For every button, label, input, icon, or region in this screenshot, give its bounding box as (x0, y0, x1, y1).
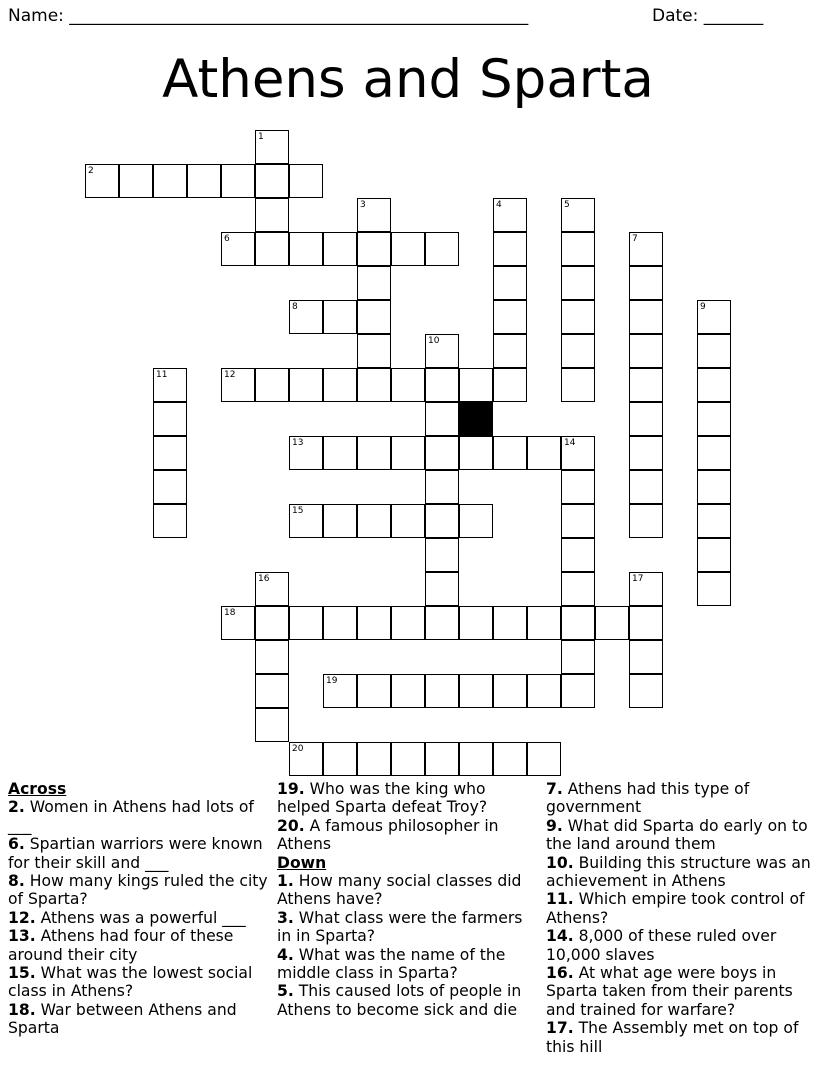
crossword-cell[interactable] (85, 164, 119, 198)
crossword-cell[interactable] (629, 402, 663, 436)
crossword-black-cell (459, 402, 493, 436)
clue-text: What did Sparta do early on to the land around them (546, 816, 808, 854)
clue-number: 1 (258, 132, 264, 142)
crossword-cell[interactable] (357, 436, 391, 470)
clue-number-label: 9. (546, 816, 563, 835)
clue-number: 16 (258, 574, 270, 584)
crossword-cell[interactable] (357, 368, 391, 402)
crossword-cell[interactable] (697, 436, 731, 470)
crossword-cell[interactable] (255, 198, 289, 232)
down-clue (277, 946, 539, 983)
crossword-cell[interactable] (119, 164, 153, 198)
clue-number: 14 (564, 438, 576, 448)
crossword-cell[interactable] (425, 606, 459, 640)
page-title: Athens and Sparta (162, 49, 654, 110)
crossword-cell[interactable] (561, 368, 595, 402)
down-heading: Down (277, 853, 327, 872)
crossword-cell[interactable] (595, 606, 629, 640)
clue-number-label: 15. (8, 964, 36, 983)
crossword-cell[interactable] (153, 470, 187, 504)
crossword-cell[interactable] (459, 368, 493, 402)
down-clue (546, 927, 811, 964)
crossword-cell[interactable] (493, 300, 527, 334)
crossword-cell[interactable] (357, 334, 391, 368)
crossword-cell[interactable] (323, 674, 357, 708)
crossword-cell[interactable] (425, 674, 459, 708)
clue-number: 5 (564, 200, 570, 210)
crossword-cell[interactable] (255, 164, 289, 198)
crossword-cell[interactable] (221, 232, 255, 266)
crossword-cell[interactable] (425, 538, 459, 572)
clue-number: 11 (156, 370, 168, 380)
crossword-cell[interactable] (221, 368, 255, 402)
crossword-cell[interactable] (153, 504, 187, 538)
crossword-cell[interactable] (459, 742, 493, 776)
across-clue (277, 817, 539, 854)
crossword-cell[interactable] (561, 266, 595, 300)
clue-number-label: 18. (8, 1000, 36, 1019)
crossword-cell[interactable] (391, 742, 425, 776)
crossword-cell[interactable] (425, 504, 459, 538)
crossword-cell[interactable] (153, 164, 187, 198)
clue-text: At what age were boys in Sparta taken from their parents and trained for warfare? (546, 964, 793, 1019)
down-clue-list-a (277, 872, 539, 1019)
clue-number-label: 20. (277, 816, 305, 835)
crossword-cell[interactable] (323, 606, 357, 640)
clue-number: 12 (224, 370, 236, 380)
clue-number-label: 4. (277, 945, 294, 964)
crossword-cell[interactable] (629, 606, 663, 640)
crossword-cell[interactable] (459, 606, 493, 640)
crossword-cell[interactable] (697, 334, 731, 368)
clue-text: How many social classes did Athens have? (277, 872, 522, 909)
clue-text: The Assembly met on top of this hill (546, 1019, 799, 1056)
crossword-cell[interactable] (697, 470, 731, 504)
across-clue-list-b (277, 780, 539, 854)
crossword-cell[interactable] (459, 674, 493, 708)
crossword-cell[interactable] (697, 300, 731, 334)
crossword-cell[interactable] (629, 368, 663, 402)
crossword-cell[interactable] (357, 742, 391, 776)
clue-number-label: 19. (277, 780, 305, 798)
clue-number: 10 (428, 336, 440, 346)
across-clue (8, 927, 270, 964)
crossword-cell[interactable] (425, 368, 459, 402)
clue-number: 8 (292, 302, 298, 312)
crossword-cell[interactable] (255, 572, 289, 606)
crossword-cell[interactable] (357, 606, 391, 640)
crossword-cell[interactable] (289, 436, 323, 470)
crossword-cell[interactable] (561, 538, 595, 572)
clue-number: 19 (326, 676, 338, 686)
clues-column-2 (277, 780, 539, 1019)
crossword-cell[interactable] (493, 198, 527, 232)
crossword-cell[interactable] (323, 436, 357, 470)
clue-text: What was the lowest social class in Athens? (8, 964, 253, 1001)
crossword-cell[interactable] (561, 674, 595, 708)
crossword-cell[interactable] (357, 300, 391, 334)
clue-number: 6 (224, 234, 230, 244)
clue-text: How many kings ruled the city of Sparta? (8, 872, 268, 909)
crossword-cell[interactable] (255, 368, 289, 402)
clue-text: Who was the king who helped Sparta defeat Troy? (277, 780, 488, 817)
crossword-cell[interactable] (493, 674, 527, 708)
clue-text: Spartian warriors were known for their skill and ___ (8, 835, 263, 872)
crossword-cell[interactable] (493, 436, 527, 470)
name-field-label: Name: ______________________________________________________ (8, 6, 529, 26)
down-clue (277, 909, 539, 946)
clue-text: What was the name of the middle class in Sparta? (277, 945, 506, 983)
clue-number-label: 12. (8, 908, 36, 927)
crossword-cell[interactable] (425, 436, 459, 470)
crossword-cell[interactable] (561, 504, 595, 538)
clue-number: 7 (632, 234, 638, 244)
crossword-cell[interactable] (527, 606, 561, 640)
down-clue (546, 817, 811, 854)
crossword-cell[interactable] (629, 232, 663, 266)
down-clue (546, 854, 811, 891)
down-clue (546, 780, 811, 817)
crossword-cell[interactable] (629, 674, 663, 708)
crossword-cell[interactable] (289, 300, 323, 334)
clue-number: 18 (224, 608, 236, 618)
crossword-cell[interactable] (153, 368, 187, 402)
crossword-cell[interactable] (561, 232, 595, 266)
clue-number-label: 14. (546, 927, 574, 946)
crossword-cell[interactable] (357, 232, 391, 266)
crossword-cell[interactable] (357, 198, 391, 232)
clue-number-label: 3. (277, 908, 294, 927)
crossword-cell[interactable] (561, 640, 595, 674)
clue-number-label: 2. (8, 798, 25, 817)
crossword-cell[interactable] (697, 572, 731, 606)
crossword-cell[interactable] (527, 436, 561, 470)
crossword-cell[interactable] (697, 368, 731, 402)
crossword-cell[interactable] (493, 368, 527, 402)
crossword-cell[interactable] (255, 232, 289, 266)
crossword-cell[interactable] (391, 232, 425, 266)
clue-number: 15 (292, 506, 304, 516)
crossword-cell[interactable] (425, 232, 459, 266)
clue-number: 2 (88, 166, 94, 176)
crossword-cell[interactable] (697, 538, 731, 572)
crossword-cell[interactable] (697, 504, 731, 538)
crossword-cell[interactable] (289, 232, 323, 266)
clue-number: 13 (292, 438, 304, 448)
clue-text: Athens was a powerful ___ (35, 908, 246, 927)
crossword-cell[interactable] (391, 368, 425, 402)
crossword-cell[interactable] (221, 164, 255, 198)
down-clue (546, 1019, 811, 1056)
crossword-cell[interactable] (391, 674, 425, 708)
crossword-cell[interactable] (289, 504, 323, 538)
crossword-cell[interactable] (629, 470, 663, 504)
crossword-cell[interactable] (391, 436, 425, 470)
crossword-cell[interactable] (323, 504, 357, 538)
clue-text: War between Athens and Sparta (8, 1000, 237, 1038)
clue-number: 17 (632, 574, 644, 584)
crossword-cell[interactable] (255, 606, 289, 640)
crossword-cell[interactable] (561, 470, 595, 504)
crossword-cell[interactable] (459, 504, 493, 538)
clue-number-label: 10. (546, 853, 574, 872)
crossword-cell[interactable] (255, 130, 289, 164)
crossword-cell[interactable] (289, 742, 323, 776)
crossword-cell[interactable] (527, 742, 561, 776)
date-field-label: Date: _______ (652, 6, 764, 26)
crossword-cell[interactable] (289, 164, 323, 198)
clue-text: Women in Athens had lots of ___ (8, 798, 254, 835)
crossword-cell[interactable] (425, 402, 459, 436)
clue-number-label: 8. (8, 872, 25, 891)
crossword-cell[interactable] (153, 436, 187, 470)
crossword-cell[interactable] (629, 504, 663, 538)
clue-number-label: 16. (546, 964, 574, 983)
crossword-cell[interactable] (561, 300, 595, 334)
crossword-cell[interactable] (255, 640, 289, 674)
crossword-cell[interactable] (221, 606, 255, 640)
crossword-cell[interactable] (289, 606, 323, 640)
crossword-cell[interactable] (255, 674, 289, 708)
across-clue (8, 872, 270, 909)
across-clue (8, 835, 270, 872)
clue-text: Athens had four of these around their city (8, 927, 234, 964)
crossword-cell[interactable] (153, 402, 187, 436)
crossword-cell[interactable] (391, 504, 425, 538)
crossword-cell[interactable] (493, 232, 527, 266)
clue-text: What class were the farmers in in Sparta? (277, 908, 523, 946)
clue-text: Building this structure was an achievement in Athens (546, 853, 811, 891)
clues-column-3 (546, 780, 811, 1056)
crossword-cell[interactable] (391, 606, 425, 640)
clue-text: 8,000 of these ruled over 10,000 slaves (546, 927, 777, 964)
crossword-cell[interactable] (459, 436, 493, 470)
crossword-cell[interactable] (357, 266, 391, 300)
crossword-cell[interactable] (629, 640, 663, 674)
crossword-cell[interactable] (323, 232, 357, 266)
clue-text: Athens had this type of government (546, 780, 750, 817)
crossword-cell[interactable] (493, 334, 527, 368)
across-clue (277, 780, 539, 817)
across-clue (8, 964, 270, 1001)
crossword-cell[interactable] (357, 504, 391, 538)
crossword-cell[interactable] (527, 674, 561, 708)
clue-number-label: 7. (546, 780, 563, 798)
clue-text: This caused lots of people in Athens to become sick and die (277, 982, 522, 1019)
crossword-cell[interactable] (629, 334, 663, 368)
crossword-cell[interactable] (289, 368, 323, 402)
crossword-cell[interactable] (561, 334, 595, 368)
clue-number-label: 5. (277, 982, 294, 1001)
crossword-cell[interactable] (493, 266, 527, 300)
down-clue (277, 982, 539, 1019)
crossword-cell[interactable] (493, 606, 527, 640)
clue-number-label: 11. (546, 890, 574, 909)
clues-column-1 (8, 780, 270, 1038)
crossword-cell[interactable] (425, 334, 459, 368)
clue-number-label: 1. (277, 872, 294, 891)
crossword-cell[interactable] (493, 742, 527, 776)
across-clue (8, 909, 270, 927)
clue-number-label: 13. (8, 927, 36, 946)
across-heading: Across (8, 780, 67, 798)
crossword-cell[interactable] (323, 742, 357, 776)
clue-number: 9 (700, 302, 706, 312)
crossword-cell[interactable] (323, 368, 357, 402)
crossword-cell[interactable] (425, 470, 459, 504)
clue-number: 3 (360, 200, 366, 210)
clue-number-label: 17. (546, 1019, 574, 1038)
down-clue-list-b (546, 780, 811, 1056)
down-clue (277, 872, 539, 909)
across-clue-list-a (8, 798, 270, 1037)
crossword-cell[interactable] (629, 572, 663, 606)
crossword-cell[interactable] (629, 266, 663, 300)
crossword-cell[interactable] (425, 742, 459, 776)
down-clue (546, 964, 811, 1019)
crossword-cell[interactable] (187, 164, 221, 198)
clue-text: A famous philosopher in Athens (277, 816, 499, 854)
across-clue (8, 1001, 270, 1038)
across-clue (8, 798, 270, 835)
crossword-cell[interactable] (629, 436, 663, 470)
crossword-cell[interactable] (357, 674, 391, 708)
clue-number: 4 (496, 200, 502, 210)
crossword-cell[interactable] (561, 436, 595, 470)
down-clue (546, 890, 811, 927)
clue-number: 20 (292, 744, 304, 754)
clue-text: Which empire took control of Athens? (546, 890, 805, 927)
crossword-cell[interactable] (697, 402, 731, 436)
crossword-cell[interactable] (561, 606, 595, 640)
crossword-cell[interactable] (323, 300, 357, 334)
crossword-cell[interactable] (629, 300, 663, 334)
clue-number-label: 6. (8, 835, 25, 854)
crossword-cell[interactable] (425, 572, 459, 606)
crossword-cell[interactable] (561, 572, 595, 606)
crossword-cell[interactable] (255, 708, 289, 742)
crossword-cell[interactable] (561, 198, 595, 232)
